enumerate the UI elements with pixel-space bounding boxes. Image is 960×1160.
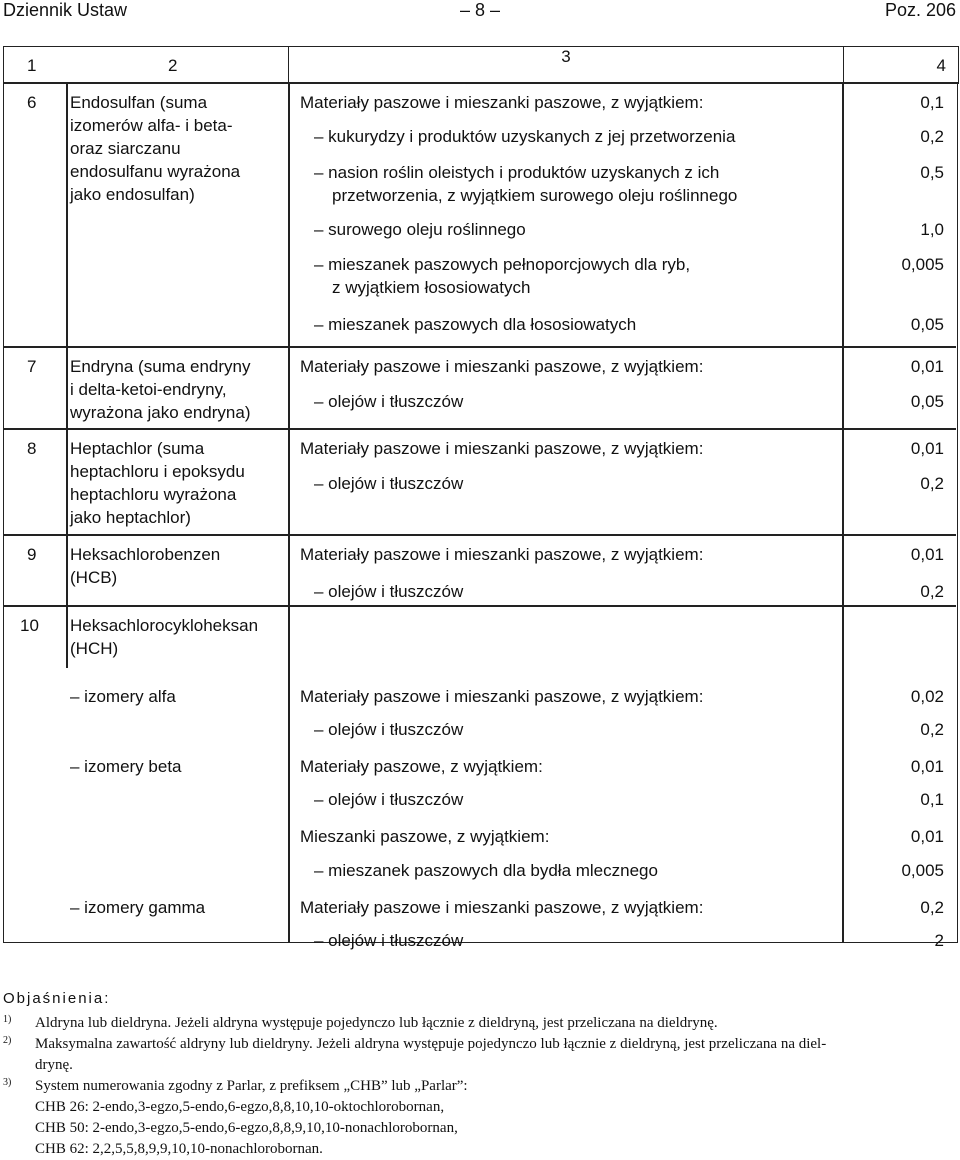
substance-name: i delta-ketoi-endryny, bbox=[70, 380, 227, 399]
limit-value: 0,05 bbox=[910, 392, 944, 411]
limit-value: 0,2 bbox=[920, 474, 944, 493]
footnote bbox=[3, 1013, 958, 1034]
limit-value: 0,02 bbox=[910, 687, 944, 706]
limit-description: – nasion roślin oleistych i produktów uzyskanych z ich bbox=[314, 163, 720, 182]
footnote-mark: 3) bbox=[3, 1077, 12, 1088]
limit-value: 0,005 bbox=[901, 255, 944, 274]
journal-title: Dziennik Ustaw bbox=[3, 0, 128, 20]
limit-description: Materiały paszowe i mieszanki paszowe, z wyjątkiem: bbox=[300, 357, 704, 376]
col-header-1-2 bbox=[4, 47, 289, 84]
table-row bbox=[4, 83, 956, 347]
row-number: 6 bbox=[27, 93, 37, 112]
substance-name: endosulfanu wyrażona bbox=[70, 162, 241, 181]
substance-name: oraz siarczanu bbox=[70, 139, 181, 158]
limit-description: – kukurydzy i produktów uzyskanych z jej przetworzenia bbox=[314, 127, 736, 146]
row-number: 7 bbox=[27, 357, 37, 376]
limit-value: 0,5 bbox=[920, 163, 944, 182]
limit-description: Materiały paszowe i mieszanki paszowe, z wyjątkiem: bbox=[300, 93, 704, 112]
limit-value: 0,01 bbox=[910, 757, 944, 776]
footnote-line: System numerowania zgodny z Parlar, z prefiksem „CHB” lub „Parlar”: bbox=[35, 1078, 468, 1094]
limit-value: 0,2 bbox=[920, 720, 944, 739]
limit-value: 0,2 bbox=[920, 898, 944, 917]
limit-value: 1,0 bbox=[920, 220, 944, 239]
footnote-line: CHB 50: 2-endo,3-egzo,5-endo,6-egzo,8,8,9,10,10-nonachlorobornan, bbox=[35, 1120, 458, 1136]
substance-name: Endryna (suma endryny bbox=[70, 357, 251, 376]
col-header-3: 3 bbox=[289, 47, 844, 84]
limit-description: – olejów i tłuszczów bbox=[314, 720, 464, 739]
substance-name: jako heptachlor) bbox=[70, 508, 191, 527]
table-row bbox=[4, 429, 956, 535]
table-container bbox=[3, 46, 958, 950]
limit-description: Materiały paszowe i mieszanki paszowe, z wyjątkiem: bbox=[300, 545, 704, 564]
limit-description: przetworzenia, z wyjątkiem surowego oleju roślinnego bbox=[332, 186, 738, 205]
limit-description: – olejów i tłuszczów bbox=[314, 790, 464, 809]
limit-value: 0,05 bbox=[910, 315, 944, 334]
explanations-title: Objaśnienia: bbox=[3, 990, 111, 1007]
footnote bbox=[3, 1034, 958, 1076]
limit-value: 0,005 bbox=[901, 861, 944, 880]
isomer-label: – izomery gamma bbox=[70, 898, 206, 917]
limit-value: 0,2 bbox=[920, 582, 944, 601]
table-row bbox=[4, 606, 956, 950]
position-number: Poz. 206 bbox=[884, 0, 956, 20]
table-body bbox=[3, 82, 958, 950]
row-number: 8 bbox=[27, 439, 37, 458]
limit-description: – mieszanek paszowych dla łososiowatych bbox=[314, 315, 637, 334]
table-row bbox=[4, 347, 956, 429]
page-number: – 8 – bbox=[460, 0, 501, 20]
table-row bbox=[4, 535, 956, 606]
footnote-line: drynę. bbox=[35, 1057, 73, 1073]
footnote-line: CHB 62: 2,2,5,5,8,9,9,10,10-nonachlorobornan. bbox=[35, 1141, 323, 1157]
limits-table bbox=[3, 46, 959, 84]
limit-description: z wyjątkiem łososiowatych bbox=[332, 278, 531, 297]
col-header-1: 1 bbox=[27, 56, 37, 75]
substance-name: (HCB) bbox=[70, 568, 118, 587]
col-divider bbox=[66, 606, 68, 668]
limit-description: – olejów i tłuszczów bbox=[314, 392, 464, 411]
page-header bbox=[0, 0, 960, 24]
row-divider bbox=[4, 428, 956, 430]
footnote-line: Aldryna lub dieldryna. Jeżeli aldryna występuje pojedynczo lub łącznie z dieldryną, jest przeliczana na dieldrynę. bbox=[35, 1015, 718, 1031]
limit-value: 0,01 bbox=[910, 827, 944, 846]
limit-description: – mieszanek paszowych dla bydła mlecznego bbox=[314, 861, 658, 880]
limit-value: 0,01 bbox=[910, 545, 944, 564]
row-divider bbox=[4, 605, 956, 607]
row-divider bbox=[4, 346, 956, 348]
limit-value: 2 bbox=[934, 931, 944, 950]
substance-name: jako endosulfan) bbox=[70, 185, 195, 204]
footnote-mark: 2) bbox=[3, 1035, 12, 1046]
isomer-label: – izomery alfa bbox=[70, 687, 176, 706]
substance-name: izomerów alfa- i beta- bbox=[70, 116, 233, 135]
limit-description: – olejów i tłuszczów bbox=[314, 931, 464, 950]
row-number: 9 bbox=[27, 545, 37, 564]
limit-description: Materiały paszowe i mieszanki paszowe, z wyjątkiem: bbox=[300, 439, 704, 458]
footnote-line: Maksymalna zawartość aldryny lub dieldryny. Jeżeli aldryna występuje pojedynczo lub łącznie z dieldryną, jest przeliczana na diel- bbox=[35, 1036, 827, 1052]
limit-description: Materiały paszowe i mieszanki paszowe, z wyjątkiem: bbox=[300, 687, 704, 706]
limit-value: 0,1 bbox=[920, 790, 944, 809]
substance-name: Heptachlor (suma bbox=[70, 439, 205, 458]
footnote bbox=[3, 1076, 958, 1160]
limit-description: Materiały paszowe i mieszanki paszowe, z wyjątkiem: bbox=[300, 898, 704, 917]
limit-description: – mieszanek paszowych pełnoporcjowych dla ryb, bbox=[314, 255, 691, 274]
limit-description: – olejów i tłuszczów bbox=[314, 582, 464, 601]
row-number: 10 bbox=[20, 616, 39, 635]
limit-value: 0,01 bbox=[910, 357, 944, 376]
substance-name: wyrażona jako endryna) bbox=[70, 403, 251, 422]
limit-value: 0,1 bbox=[920, 93, 944, 112]
substance-name: heptachloru i epoksydu bbox=[70, 462, 245, 481]
table-header-row bbox=[4, 47, 959, 84]
footnote-line: CHB 26: 2-endo,3-egzo,5-endo,6-egzo,8,8,10,10-oktochlorobornan, bbox=[35, 1099, 445, 1115]
explanations bbox=[3, 988, 958, 1160]
col-header-4 bbox=[844, 47, 959, 84]
footnote-mark: 1) bbox=[3, 1014, 12, 1025]
limit-value: 0,2 bbox=[920, 127, 944, 146]
substance-name: heptachloru wyrażona bbox=[70, 485, 237, 504]
isomer-label: – izomery beta bbox=[70, 757, 182, 776]
col-header-4-label: 4 bbox=[936, 56, 946, 75]
substance-name: Heksachlorobenzen bbox=[70, 545, 221, 564]
limit-description: Mieszanki paszowe, z wyjątkiem: bbox=[300, 827, 550, 846]
limit-value: 0,01 bbox=[910, 439, 944, 458]
substance-name: Endosulfan (suma bbox=[70, 93, 208, 112]
limit-description: – surowego oleju roślinnego bbox=[314, 220, 526, 239]
substance-name: Heksachlorocykloheksan bbox=[70, 616, 259, 635]
substance-name: (HCH) bbox=[70, 639, 119, 658]
col-header-2: 2 bbox=[168, 56, 178, 75]
limit-description: – olejów i tłuszczów bbox=[314, 474, 464, 493]
limit-description: Materiały paszowe, z wyjątkiem: bbox=[300, 757, 543, 776]
row-divider bbox=[4, 534, 956, 536]
footnote-list bbox=[3, 1013, 958, 1160]
